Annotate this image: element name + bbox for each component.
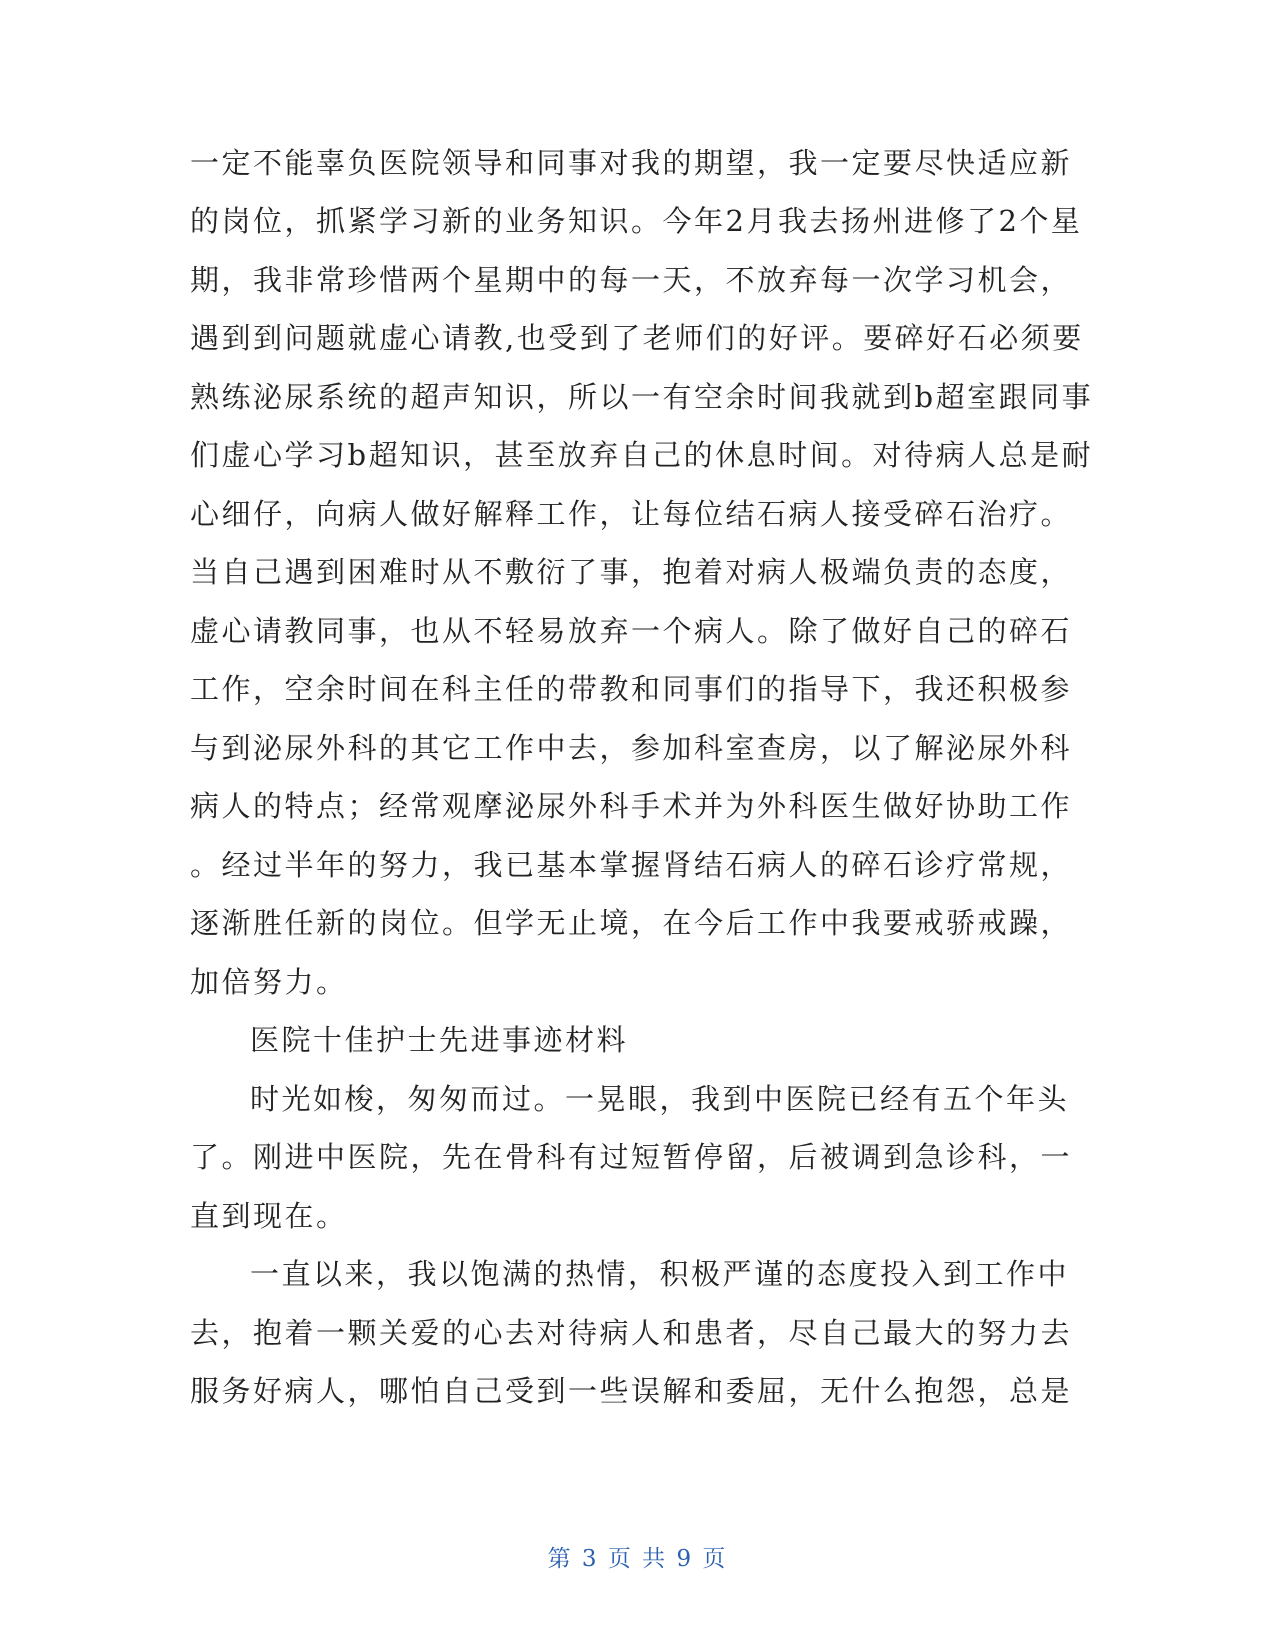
section-heading: 医院十佳护士先进事迹材料 bbox=[250, 1023, 629, 1057]
body-text-line: 直到现在。 bbox=[190, 1199, 348, 1233]
body-text-line: 与到泌尿外科的其它工作中去，参加科室查房，以了解泌尿外科 bbox=[190, 731, 1073, 765]
body-text-line: 病人的特点；经常观摩泌尿外科手术并为外科医生做好协助工作 bbox=[190, 789, 1073, 823]
body-text-line: 工作，空余时间在科主任的带教和同事们的指导下，我还积极参 bbox=[190, 672, 1073, 706]
body-text-line: 心细仔，向病人做好解释工作，让每位结石病人接受碎石治疗。 bbox=[190, 497, 1073, 531]
body-text-line: 一定不能辜负医院领导和同事对我的期望，我一定要尽快适应新 bbox=[190, 146, 1073, 180]
body-text-line: 期，我非常珍惜两个星期中的每一天，不放弃每一次学习机会， bbox=[190, 263, 1073, 297]
body-text-line: 服务好病人，哪怕自己受到一些误解和委屈，无什么抱怨，总是 bbox=[190, 1374, 1073, 1408]
body-text-line: 遇到到问题就虚心请教,也受到了老师们的好评。要碎好石必须要 bbox=[190, 321, 1084, 355]
body-text-line: 逐渐胜任新的岗位。但学无止境，在今后工作中我要戒骄戒躁， bbox=[190, 906, 1073, 940]
body-text-line: 当自己遇到困难时从不敷衍了事，抱着对病人极端负责的态度， bbox=[190, 555, 1073, 589]
body-text-line: 熟练泌尿系统的超声知识，所以一有空余时间我就到b超室跟同事 bbox=[190, 380, 1094, 414]
body-text-line: 一直以来，我以饱满的热情，积极严谨的态度投入到工作中 bbox=[250, 1257, 1070, 1291]
body-text-line: 们虚心学习b超知识，甚至放弃自己的休息时间。对待病人总是耐 bbox=[190, 438, 1094, 472]
body-text-line: 的岗位，抓紧学习新的业务知识。今年2月我去扬州进修了2个星 bbox=[190, 204, 1083, 238]
body-text-line: 去，抱着一颗关爱的心去对待病人和患者，尽自己最大的努力去 bbox=[190, 1316, 1073, 1350]
page-number-footer: 第 3 页 共 9 页 bbox=[547, 1546, 728, 1572]
body-text-line: 。经过半年的努力，我已基本掌握肾结石病人的碎石诊疗常规， bbox=[190, 848, 1073, 882]
body-text-line: 时光如梭，匆匆而过。一晃眼，我到中医院已经有五个年头 bbox=[250, 1082, 1070, 1116]
body-text-line: 虚心请教同事，也从不轻易放弃一个病人。除了做好自己的碎石 bbox=[190, 614, 1073, 648]
body-text-line: 加倍努力。 bbox=[190, 965, 348, 999]
body-text-line: 了。刚进中医院，先在骨科有过短暂停留，后被调到急诊科，一 bbox=[190, 1140, 1073, 1174]
